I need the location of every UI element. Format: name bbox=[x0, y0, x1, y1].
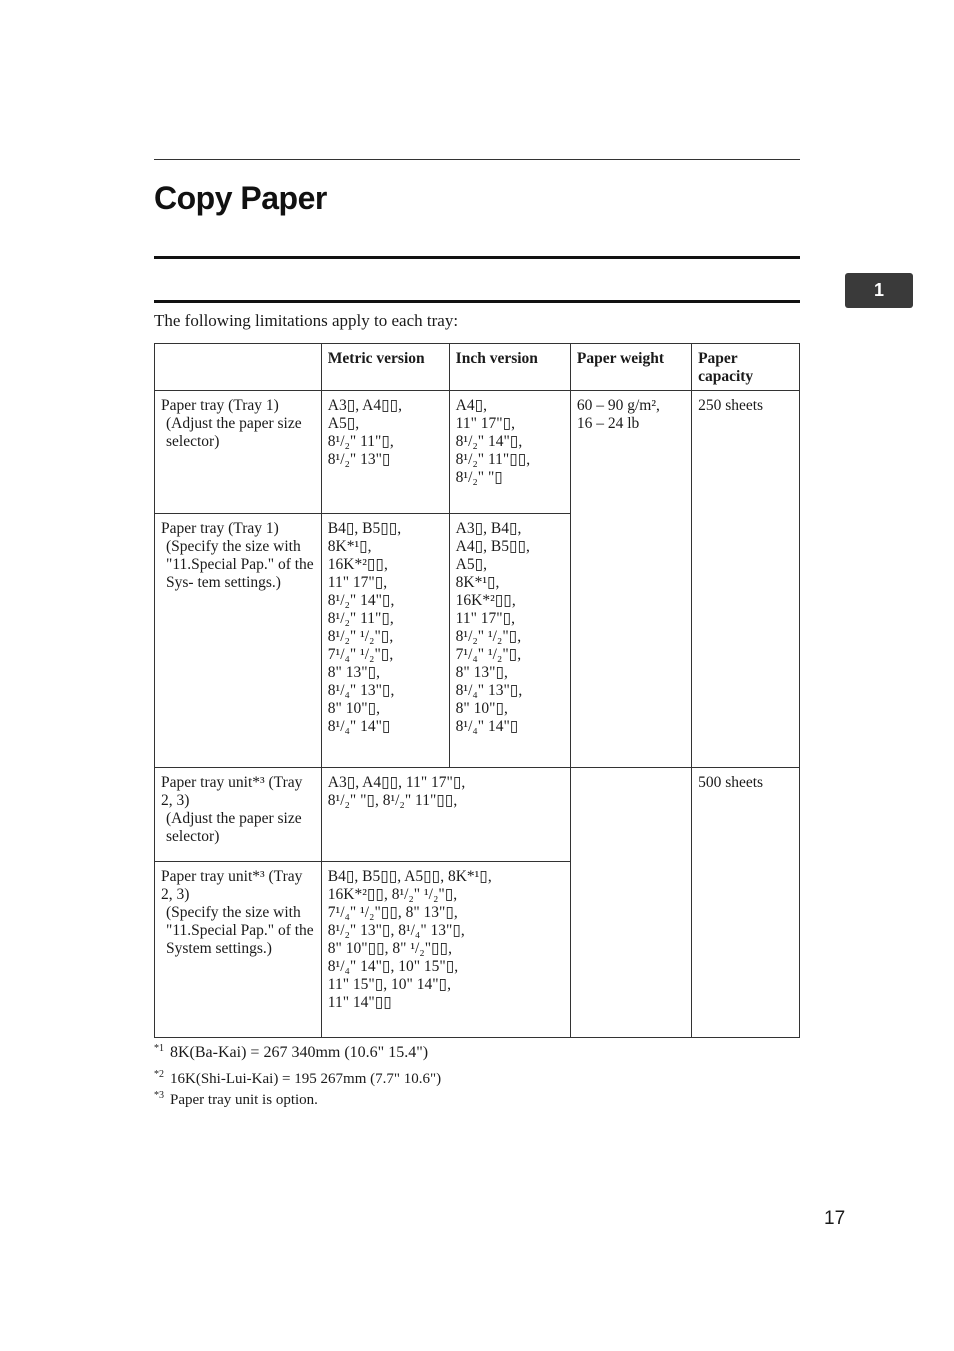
size-line: 8" 13"▯, bbox=[327, 664, 380, 681]
size-line: A3▯, A4▯▯, bbox=[327, 397, 403, 414]
tray-cell bbox=[155, 391, 322, 514]
tray-note: (Specify the size with "11.Special Pap." of the System settings.) bbox=[166, 904, 314, 957]
section-rule-lower bbox=[154, 300, 800, 303]
header-metric: Metric version bbox=[321, 344, 449, 391]
size-line: A4▯, B5▯▯, bbox=[455, 538, 530, 555]
footnote-text: 16K(Shi-Lui-Kai) = 195 267mm (7.7" 10.6") bbox=[170, 1071, 442, 1087]
size-line: 8¹/₄" 13"▯, bbox=[327, 682, 395, 699]
size-line: 7¹/₄" ¹/₂"▯▯, 8" 13"▯, bbox=[327, 904, 458, 921]
size-line: 8¹/₄" 14"▯ bbox=[327, 718, 391, 735]
size-line: 16 – 24 lb bbox=[576, 415, 640, 432]
paper-limits-table bbox=[154, 343, 800, 1038]
size-line: 7¹/₄" ¹/₂"▯, bbox=[327, 646, 394, 663]
size-line: 8¹/₂" 14"▯, bbox=[327, 592, 395, 609]
size-line: 60 – 90 g/m², bbox=[576, 397, 660, 414]
table-row bbox=[155, 768, 800, 862]
tray-cell bbox=[155, 862, 322, 1038]
header-inch: Inch version bbox=[449, 344, 570, 391]
size-line: 7¹/₄" ¹/₂"▯, bbox=[455, 646, 522, 663]
footnote-text: Paper tray unit is option. bbox=[170, 1092, 318, 1108]
size-line: 8¹/₂" 13"▯, 8¹/₄" 13"▯, bbox=[327, 922, 465, 939]
size-line: 11" 17"▯, bbox=[455, 415, 516, 432]
size-line: 11" 14"▯▯ bbox=[327, 994, 392, 1011]
page-number: 17 bbox=[824, 1208, 846, 1229]
tray-name: Paper tray (Tray 1) bbox=[161, 520, 279, 537]
header-weight: Paper weight bbox=[570, 344, 691, 391]
metric-cell bbox=[321, 391, 449, 514]
size-line: 8¹/₂" "▯ bbox=[455, 469, 503, 486]
footnote-3 bbox=[154, 1090, 318, 1109]
tray-note: (Specify the size with "11.Special Pap." of the Sys- tem settings.) bbox=[166, 538, 314, 591]
metric-cell bbox=[321, 514, 449, 768]
footnote-mark: *1 bbox=[154, 1043, 164, 1054]
size-line: 8¹/₂" 11"▯▯, bbox=[455, 451, 531, 468]
size-line: 8K*¹▯, bbox=[455, 574, 500, 591]
size-line: 8K*¹▯, bbox=[327, 538, 372, 555]
size-line: 8¹/₂" 14"▯, bbox=[455, 433, 523, 450]
size-line: B4▯, B5▯▯, bbox=[327, 520, 402, 537]
inch-cell bbox=[449, 514, 570, 768]
size-line: 11" 17"▯, bbox=[455, 610, 516, 627]
tray-name: Paper tray unit*³ (Tray 2, 3) bbox=[161, 868, 303, 903]
intro-text: The following limitations apply to each tray: bbox=[154, 311, 459, 330]
size-line: 11" 15"▯, 10" 14"▯, bbox=[327, 976, 451, 993]
header-tray bbox=[155, 344, 322, 391]
metric-cell bbox=[321, 768, 570, 862]
size-line: 8" 10"▯, bbox=[327, 700, 380, 717]
metric-cell bbox=[321, 862, 570, 1038]
tray-note: (Adjust the paper size selector) bbox=[166, 810, 302, 845]
size-line: 8" 13"▯, bbox=[455, 664, 508, 681]
size-line: 8¹/₂" 11"▯, bbox=[327, 610, 394, 627]
capacity-cell: 250 sheets bbox=[692, 391, 800, 768]
size-line: 8¹/₄" 14"▯, 10" 15"▯, bbox=[327, 958, 459, 975]
size-line: 8¹/₂" ¹/₂"▯, bbox=[327, 628, 394, 645]
top-rule bbox=[154, 159, 800, 160]
inch-cell bbox=[449, 391, 570, 514]
size-line: 16K*²▯▯, bbox=[327, 556, 388, 573]
size-line: A3▯, A4▯▯, 11" 17"▯, bbox=[327, 774, 466, 791]
size-line: A4▯, bbox=[455, 397, 488, 414]
table-row bbox=[155, 391, 800, 514]
size-line: 8" 10"▯, bbox=[455, 700, 508, 717]
size-line: 8¹/₂" 11"▯, bbox=[327, 433, 394, 450]
tray-name: Paper tray unit*³ (Tray 2, 3) bbox=[161, 774, 303, 809]
table-header-row bbox=[155, 344, 800, 391]
size-line: 8¹/₄" 14"▯ bbox=[455, 718, 519, 735]
size-line: 8¹/₂" ¹/₂"▯, bbox=[455, 628, 522, 645]
page-title: Copy Paper bbox=[154, 180, 327, 216]
size-line: 8¹/₂" "▯, 8¹/₂" 11"▯▯, bbox=[327, 792, 458, 809]
size-line: 16K*²▯▯, 8¹/₂" ¹/₂"▯, bbox=[327, 886, 458, 903]
weight-cell bbox=[570, 391, 691, 768]
weight-cell bbox=[570, 768, 691, 1038]
size-line: 8¹/₄" 13"▯, bbox=[455, 682, 523, 699]
footnote-1 bbox=[154, 1043, 428, 1062]
tray-cell bbox=[155, 514, 322, 768]
footnote-text: 8K(Ba-Kai) = 267 340mm (10.6" 15.4") bbox=[170, 1044, 429, 1061]
size-line: 11" 17"▯, bbox=[327, 574, 388, 591]
size-line: B4▯, B5▯▯, A5▯▯, 8K*¹▯, bbox=[327, 868, 492, 885]
section-rule-upper bbox=[154, 256, 800, 259]
size-line: 8¹/₂" 13"▯ bbox=[327, 451, 391, 468]
tray-name: Paper tray (Tray 1) bbox=[161, 397, 279, 414]
tray-cell bbox=[155, 768, 322, 862]
chapter-tab: 1 bbox=[845, 273, 913, 308]
size-line: A5▯, bbox=[455, 556, 488, 573]
footnote-mark: *2 bbox=[154, 1069, 164, 1080]
size-line: A3▯, B4▯, bbox=[455, 520, 522, 537]
capacity-cell: 500 sheets bbox=[692, 768, 800, 1038]
tray-note: (Adjust the paper size selector) bbox=[166, 415, 302, 450]
header-capacity: Paper capacity bbox=[692, 344, 800, 391]
size-line: A5▯, bbox=[327, 415, 360, 432]
footnote-2 bbox=[154, 1069, 441, 1088]
size-line: 8" 10"▯▯, 8" ¹/₂"▯▯, bbox=[327, 940, 452, 957]
footnote-mark: *3 bbox=[154, 1090, 164, 1101]
size-line: 16K*²▯▯, bbox=[455, 592, 516, 609]
